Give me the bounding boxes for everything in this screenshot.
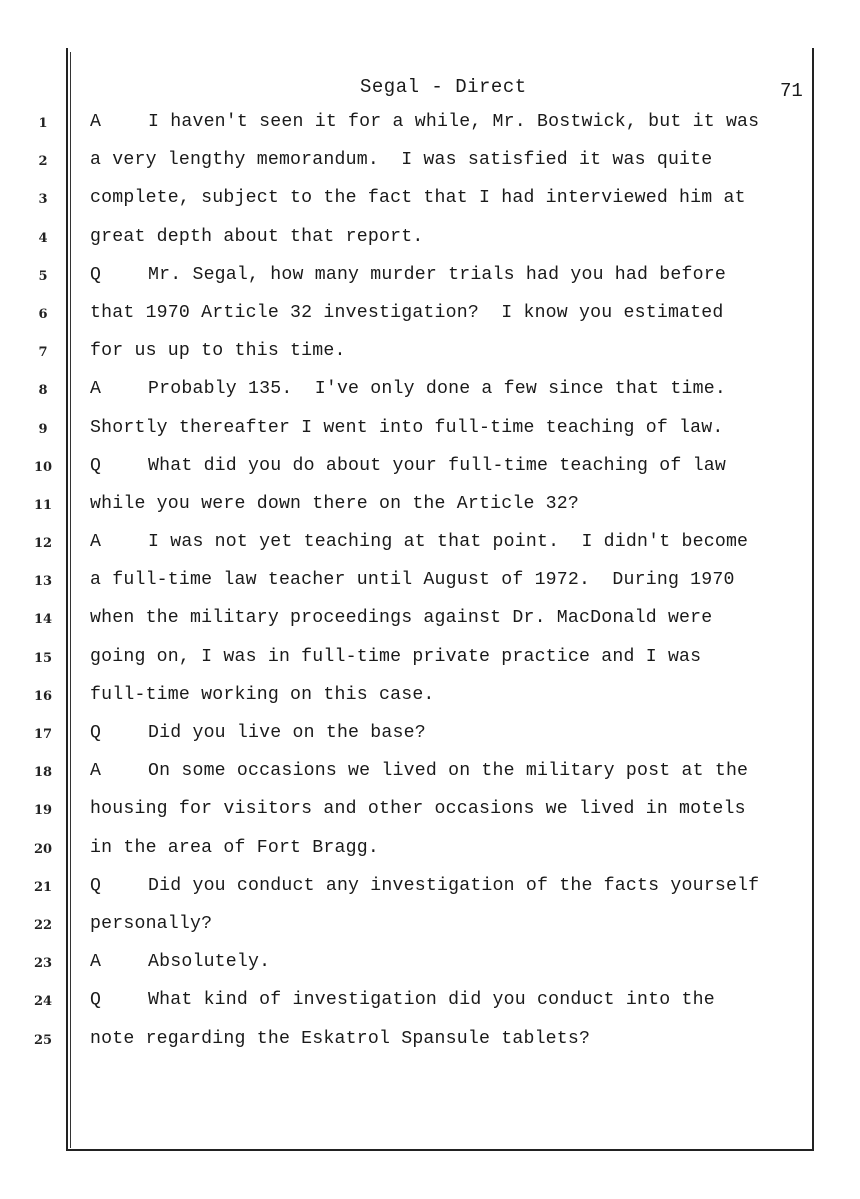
line-number: 6 — [38, 306, 48, 322]
line-number: 9 — [38, 421, 48, 437]
transcript-line — [0, 418, 860, 456]
line-number: 5 — [38, 268, 48, 284]
header-title: Segal - Direct — [360, 76, 527, 98]
line-text — [90, 379, 820, 399]
line-text — [90, 188, 820, 208]
transcript-line — [0, 914, 860, 952]
line-content: Did you live on the base? — [148, 723, 426, 743]
transcript-line — [0, 647, 860, 685]
line-number: 24 — [33, 994, 53, 1010]
line-number: 25 — [33, 1032, 53, 1048]
transcript-line — [0, 1029, 860, 1067]
line-content: great depth about that report. — [90, 226, 424, 247]
transcript-lines — [0, 112, 860, 1067]
line-content: I haven't seen it for a while, Mr. Bostwick, but it was — [148, 112, 760, 132]
speaker-label: Q — [90, 990, 102, 1011]
transcript-line — [0, 990, 860, 1028]
line-text — [90, 723, 820, 743]
transcript-line — [0, 303, 860, 341]
line-text — [90, 418, 820, 438]
line-content: a very lengthy memorandum. I was satisfied it was quite — [90, 150, 713, 171]
transcript-line — [0, 227, 860, 265]
speaker-label: A — [90, 112, 102, 132]
line-text — [90, 532, 820, 552]
line-content: complete, subject to the fact that I had interviewed him at — [90, 188, 746, 209]
line-text — [90, 647, 820, 667]
line-content: On some occasions we lived on the military post at the — [148, 761, 749, 782]
line-content: going on, I was in full-time private practice and I was — [90, 646, 702, 667]
line-content: a full-time law teacher until August of 1972. During 1970 — [90, 570, 735, 591]
speaker-label: Q — [90, 455, 102, 476]
line-content: full-time working on this case. — [90, 684, 435, 705]
line-text — [90, 685, 820, 705]
transcript-line — [0, 723, 860, 761]
transcript-line — [0, 188, 860, 226]
line-content: when the military proceedings against Dr. MacDonald were — [90, 608, 713, 629]
speaker-label: Q — [90, 723, 102, 743]
speaker-label: Q — [90, 264, 102, 285]
line-text — [90, 570, 820, 590]
line-content: I was not yet teaching at that point. I didn't become — [148, 532, 749, 553]
transcript-line — [0, 761, 860, 799]
line-text — [90, 456, 820, 476]
transcript-line — [0, 608, 860, 646]
page-number: 71 — [780, 80, 803, 102]
line-text — [90, 952, 820, 972]
line-content: for us up to this time. — [90, 341, 346, 362]
line-number: 7 — [38, 345, 48, 361]
speaker-label: A — [90, 379, 102, 400]
line-text — [90, 990, 820, 1010]
line-text — [90, 227, 820, 247]
line-text — [90, 799, 820, 819]
line-number: 22 — [33, 917, 53, 933]
line-number: 18 — [33, 765, 53, 781]
line-text — [90, 761, 820, 781]
line-number: 16 — [33, 688, 53, 704]
line-text — [90, 112, 820, 132]
line-number: 4 — [38, 230, 48, 246]
line-content: Absolutely. — [148, 952, 271, 973]
transcript-line — [0, 265, 860, 303]
speaker-label: Q — [90, 875, 102, 896]
line-number: 20 — [33, 841, 53, 857]
line-content: housing for visitors and other occasions we lived in motels — [90, 799, 746, 820]
line-number: 15 — [33, 650, 53, 666]
transcript-line — [0, 150, 860, 188]
line-number: 23 — [33, 956, 53, 972]
line-number: 12 — [33, 536, 53, 552]
speaker-label: A — [90, 952, 102, 973]
line-content: note regarding the Eskatrol Spansule tablets? — [90, 1028, 591, 1049]
transcript-line — [0, 341, 860, 379]
transcript-line — [0, 685, 860, 723]
transcript-line — [0, 570, 860, 608]
line-number: 21 — [33, 879, 53, 895]
line-number: 13 — [33, 574, 53, 590]
line-text — [90, 303, 820, 323]
line-content: while you were down there on the Article 32? — [90, 493, 580, 514]
line-text — [90, 876, 820, 896]
line-text — [90, 341, 820, 361]
line-text — [90, 265, 820, 285]
transcript-line — [0, 494, 860, 532]
line-content: that 1970 Article 32 investigation? I know you estimated — [90, 302, 724, 323]
transcript-line — [0, 838, 860, 876]
line-text — [90, 494, 820, 514]
line-number: 19 — [33, 803, 53, 819]
line-content: personally? — [90, 913, 213, 934]
line-content: Did you conduct any investigation of the facts yourself — [148, 875, 760, 896]
speaker-label: A — [90, 532, 102, 553]
line-text — [90, 150, 820, 170]
transcript-line — [0, 456, 860, 494]
transcript-line — [0, 876, 860, 914]
line-text — [90, 608, 820, 628]
line-text — [90, 914, 820, 934]
line-content: Probably 135. I've only done a few since that time. — [148, 379, 726, 400]
line-number: 2 — [38, 154, 48, 170]
transcript-line — [0, 532, 860, 570]
line-number: 3 — [38, 192, 48, 208]
page-header — [0, 76, 860, 102]
line-content: in the area of Fort Bragg. — [90, 837, 379, 858]
line-number: 17 — [33, 727, 53, 742]
line-content: What did you do about your full-time teaching of law — [148, 455, 726, 476]
line-number: 14 — [33, 612, 53, 628]
transcript-line — [0, 799, 860, 837]
line-text — [90, 1029, 820, 1049]
transcript-line — [0, 952, 860, 990]
line-number: 10 — [33, 459, 53, 475]
transcript-line — [0, 112, 860, 150]
line-content: What kind of investigation did you conduct into the — [148, 990, 715, 1011]
line-number: 8 — [38, 383, 48, 399]
line-text — [90, 838, 820, 858]
line-number: 11 — [33, 497, 53, 513]
line-content: Shortly thereafter I went into full-time teaching of law. — [90, 417, 724, 438]
transcript-line — [0, 379, 860, 417]
speaker-label: A — [90, 761, 102, 782]
line-number: 1 — [38, 116, 48, 131]
line-content: Mr. Segal, how many murder trials had you had before — [148, 264, 726, 285]
